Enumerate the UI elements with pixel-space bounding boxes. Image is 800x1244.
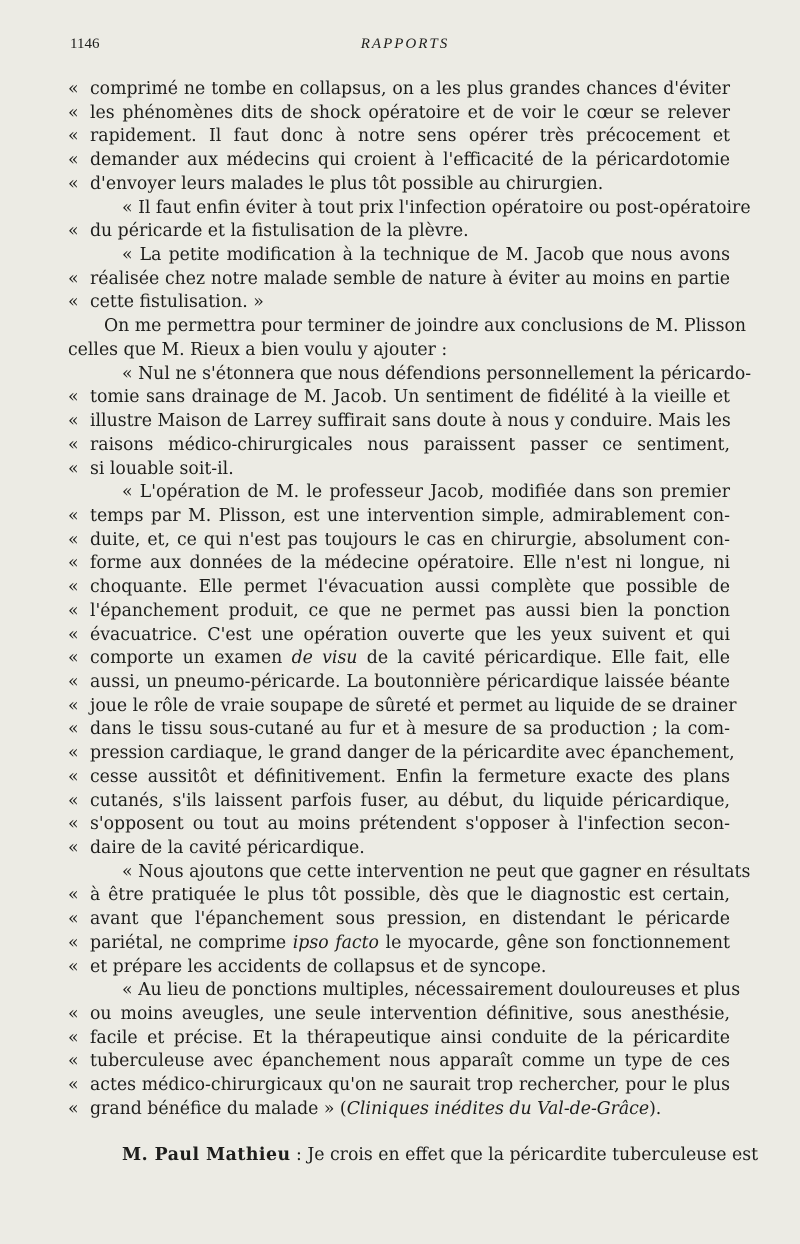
line-content: si louable soit-il. bbox=[90, 458, 234, 479]
running-title: RAPPORTS bbox=[360, 36, 450, 52]
text-line bbox=[68, 125, 730, 149]
line-content: rapidement. Il faut donc à notre sens opérer très précocement et bbox=[90, 126, 730, 147]
text-line bbox=[68, 363, 752, 387]
text-line bbox=[68, 78, 730, 102]
line-content: actes médico-chirurgicaux qu'on ne saurait trop rechercher, pour le plus bbox=[90, 1075, 730, 1096]
line-content: daire de la cavité péricardique. bbox=[90, 838, 365, 858]
quote-mark: « bbox=[68, 932, 79, 953]
quote-mark: « bbox=[68, 790, 79, 811]
speaker-line bbox=[68, 1144, 759, 1168]
line-content: cette fistulisation. » bbox=[90, 292, 264, 313]
quote-mark: « bbox=[68, 671, 79, 692]
quote-mark: « bbox=[68, 553, 79, 574]
quote-mark: « bbox=[68, 102, 79, 123]
line-content: s'opposent ou tout au moins prétendent s'opposer à l'infection secon- bbox=[90, 814, 730, 835]
quote-mark: « bbox=[68, 1075, 79, 1096]
quote-mark: « bbox=[68, 1051, 79, 1072]
quote-mark: « bbox=[68, 648, 79, 669]
quote-mark: « bbox=[68, 529, 79, 550]
text-line bbox=[68, 1098, 730, 1122]
line-content: choquante. Elle permet l'évacuation aussi complète que possible de bbox=[90, 577, 730, 598]
line-content: dans le tissu sous-cutané au fur et à mesure de sa production ; la com- bbox=[90, 719, 730, 740]
line-content: « Il faut enfin éviter à tout prix l'infection opératoire ou post-opératoire bbox=[122, 197, 751, 218]
text-line bbox=[68, 173, 730, 197]
line-content: grand bénéfice du malade » (Cliniques inédites du Val-de-Grâce). bbox=[90, 1098, 662, 1119]
line-content: les phénomènes dits de shock opératoire et de voir le cœur se relever bbox=[90, 102, 730, 123]
line-content: du péricarde et la fistulisation de la plèvre. bbox=[90, 221, 469, 242]
line-content: pression cardiaque, le grand danger de la péricardite avec épanchement, bbox=[90, 743, 735, 764]
text-line bbox=[68, 220, 730, 244]
quote-mark: « bbox=[68, 1027, 79, 1048]
text-line bbox=[68, 884, 730, 908]
line-content: avant que l'épanchement sous pression, en distendant le péricarde bbox=[90, 909, 730, 930]
line-content: cutanés, s'ils laissent parfois fuser, au début, du liquide péricardique, bbox=[90, 790, 730, 811]
page-header bbox=[70, 36, 740, 60]
text-line bbox=[68, 766, 730, 790]
text-line bbox=[68, 979, 741, 1003]
line-content: M. Paul Mathieu : Je crois en effet que la péricardite tuberculeuse est bbox=[122, 1144, 759, 1165]
text-line bbox=[68, 552, 730, 576]
line-content: pariétal, ne comprime ipso facto le myocarde, gêne son fonctionnement bbox=[90, 932, 730, 953]
text-line bbox=[68, 339, 730, 363]
line-content: cesse aussitôt et définitivement. Enfin la fermeture exacte des plans bbox=[90, 766, 730, 787]
text-line bbox=[68, 956, 730, 980]
line-content: « Nul ne s'étonnera que nous défendions personnellement la péricardo- bbox=[122, 363, 752, 384]
line-content: d'envoyer leurs malades le plus tôt possible au chirurgien. bbox=[90, 173, 604, 194]
text-line bbox=[68, 458, 730, 482]
quote-mark: « bbox=[68, 434, 79, 455]
line-content: l'épanchement produit, ce que ne permet pas aussi bien la ponction bbox=[90, 600, 730, 621]
line-content: joue le rôle de vraie soupape de sûreté et permet au liquide de se drainer bbox=[90, 695, 737, 716]
text-line bbox=[68, 600, 730, 624]
line-content: celles que M. Rieux a bien voulu y ajouter : bbox=[68, 339, 448, 360]
text-line bbox=[68, 481, 730, 505]
text-line bbox=[68, 861, 751, 885]
text-line bbox=[68, 529, 730, 553]
page-number: 1146 bbox=[70, 36, 100, 52]
quote-mark: « bbox=[68, 956, 79, 977]
text-line bbox=[68, 434, 730, 458]
line-content: facile et précise. Et la thérapeutique ainsi conduite de la péricardite bbox=[90, 1027, 730, 1048]
text-line bbox=[68, 1074, 730, 1098]
quote-mark: « bbox=[68, 743, 79, 764]
italic-phrase: Cliniques inédites du Val-de-Grâce bbox=[346, 1098, 650, 1119]
line-content: évacuatrice. C'est une opération ouverte que les yeux suivent et qui bbox=[90, 624, 730, 645]
text-line bbox=[68, 244, 730, 268]
quote-mark: « bbox=[68, 1004, 79, 1025]
quote-mark: « bbox=[68, 600, 79, 621]
text-line bbox=[68, 315, 746, 339]
quote-mark: « bbox=[68, 292, 79, 313]
line-content: ou moins aveugles, une seule intervention définitive, sous anesthésie, bbox=[90, 1004, 730, 1025]
text-line bbox=[68, 742, 735, 766]
line-content: tomie sans drainage de M. Jacob. Un sentiment de fidélité à la vieille et bbox=[90, 387, 730, 408]
line-content: temps par M. Plisson, est une intervention simple, admirablement con- bbox=[90, 505, 730, 526]
quote-mark: « bbox=[68, 695, 79, 716]
line-content: duite, et, ce qui n'est pas toujours le cas en chirurgie, absolument con- bbox=[90, 529, 730, 550]
line-content: comprimé ne tombe en collapsus, on a les plus grandes chances d'éviter bbox=[90, 79, 730, 99]
quote-mark: « bbox=[68, 387, 79, 408]
line-content: comporte un examen de visu de la cavité péricardique. Elle fait, elle bbox=[90, 648, 731, 669]
line-content: réalisée chez notre malade semble de nature à éviter au moins en partie bbox=[90, 268, 730, 289]
text-line bbox=[68, 268, 730, 292]
text-line bbox=[68, 505, 730, 529]
line-content: aussi, un pneumo-péricarde. La boutonnière péricardique laissée béante bbox=[90, 671, 730, 692]
quote-mark: « bbox=[68, 458, 79, 479]
line-content: à être pratiquée le plus tôt possible, dès que le diagnostic est certain, bbox=[90, 885, 730, 906]
quote-mark: « bbox=[68, 624, 79, 645]
text-line bbox=[68, 932, 730, 956]
text-line bbox=[68, 718, 730, 742]
text-line bbox=[68, 102, 730, 126]
quote-mark: « bbox=[68, 79, 79, 99]
text-line bbox=[68, 813, 730, 837]
quote-mark: « bbox=[68, 885, 79, 906]
line-content: raisons médico-chirurgicales nous paraissent passer ce sentiment, bbox=[90, 434, 730, 455]
text-line bbox=[68, 197, 751, 221]
text-line bbox=[68, 908, 730, 932]
text-line bbox=[68, 1050, 730, 1074]
line-content: « Au lieu de ponctions multiples, nécessairement douloureuses et plus bbox=[122, 980, 741, 1001]
text-line bbox=[68, 1003, 730, 1027]
quote-mark: « bbox=[68, 838, 79, 858]
text-line bbox=[68, 624, 730, 648]
line-content: forme aux données de la médecine opératoire. Elle n'est ni longue, ni bbox=[90, 553, 730, 574]
quote-mark: « bbox=[68, 221, 79, 242]
quote-mark: « bbox=[68, 577, 79, 598]
text-line bbox=[68, 410, 730, 434]
italic-phrase: de visu bbox=[291, 648, 358, 669]
text-line bbox=[68, 149, 730, 173]
quote-mark: « bbox=[68, 1098, 79, 1119]
text-line bbox=[68, 386, 730, 410]
quote-mark: « bbox=[68, 909, 79, 930]
line-content: et prépare les accidents de collapsus et de syncope. bbox=[90, 956, 547, 977]
quote-mark: « bbox=[68, 411, 79, 432]
quote-mark: « bbox=[68, 173, 79, 194]
quote-mark: « bbox=[68, 766, 79, 787]
text-line bbox=[68, 1027, 730, 1051]
line-content: On me permettra pour terminer de joindre aux conclusions de M. Plisson bbox=[104, 316, 746, 337]
quote-mark: « bbox=[68, 268, 79, 289]
quote-mark: « bbox=[68, 150, 79, 171]
quote-mark: « bbox=[68, 719, 79, 740]
text-line bbox=[68, 576, 730, 600]
speaker-name: M. Paul Mathieu bbox=[122, 1144, 291, 1165]
text-line bbox=[68, 671, 730, 695]
italic-phrase: ipso facto bbox=[292, 932, 379, 953]
line-content: « L'opération de M. le professeur Jacob, modifiée dans son premier bbox=[122, 482, 730, 503]
text-line bbox=[68, 647, 730, 671]
text-line bbox=[68, 291, 730, 315]
line-content: illustre Maison de Larrey suffirait sans doute à nous y conduire. Mais les bbox=[90, 411, 731, 432]
text-line bbox=[68, 790, 730, 814]
line-content: tuberculeuse avec épanchement nous apparaît comme un type de ces bbox=[90, 1051, 730, 1072]
text-line bbox=[68, 837, 730, 861]
line-content: « Nous ajoutons que cette intervention ne peut que gagner en résultats bbox=[122, 861, 751, 882]
line-content: « La petite modification à la technique de M. Jacob que nous avons bbox=[122, 245, 730, 266]
quote-mark: « bbox=[68, 505, 79, 526]
body-text bbox=[68, 78, 759, 1167]
line-content: demander aux médecins qui croient à l'efficacité de la péricardotomie bbox=[90, 150, 730, 171]
quote-mark: « bbox=[68, 126, 79, 147]
quote-mark: « bbox=[68, 814, 79, 835]
text-line bbox=[68, 695, 737, 719]
